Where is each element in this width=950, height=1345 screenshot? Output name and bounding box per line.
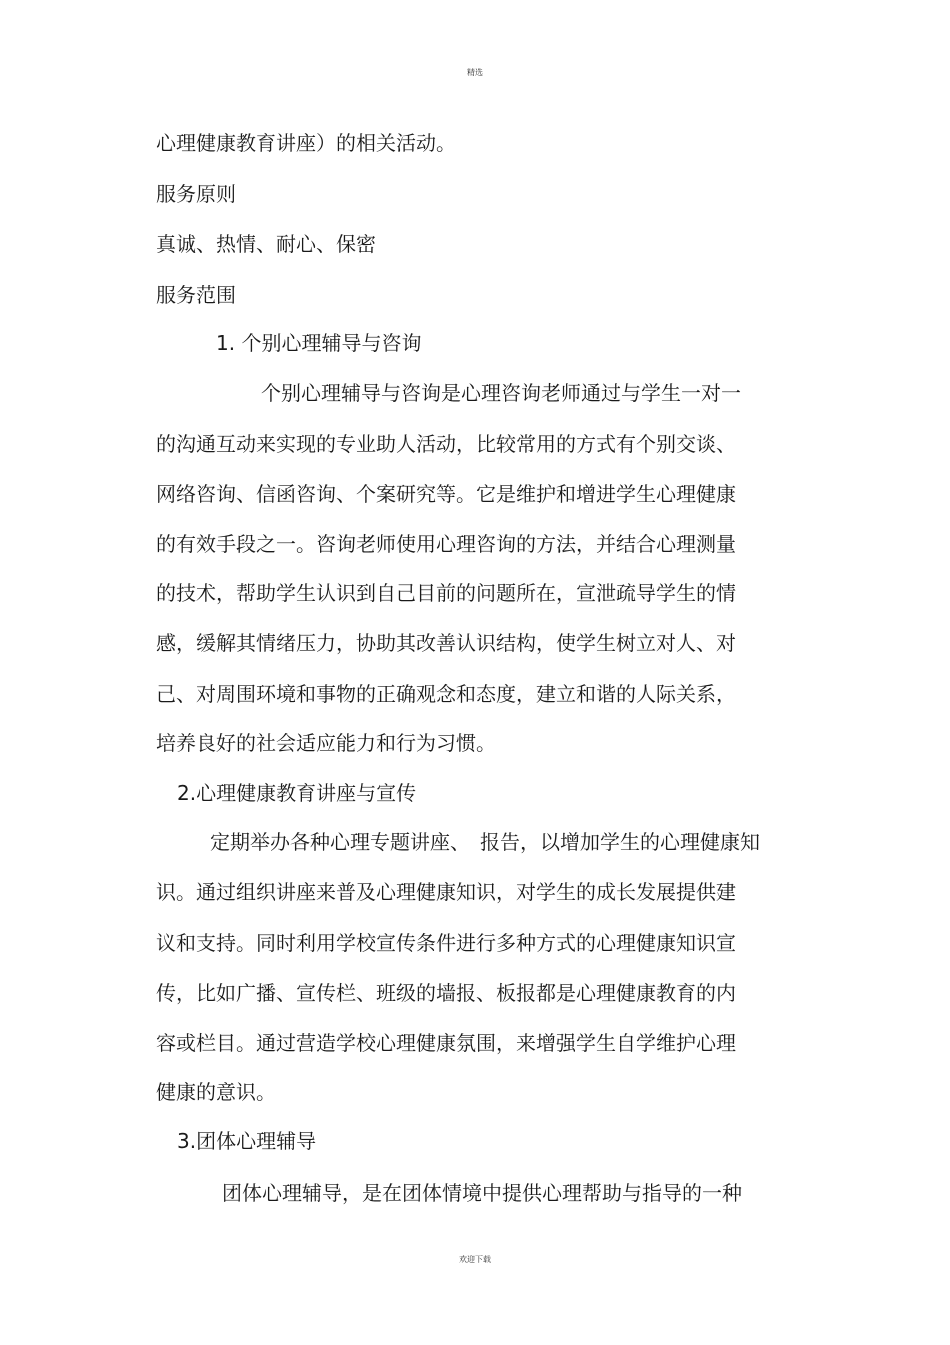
paragraph-line: 识。通过组织讲座来普及心理健康知识，对学生的成长发展提供建 [156,880,736,904]
paragraph-line: 议和支持。同时利用学校宣传条件进行多种方式的心理健康知识宣 [156,931,736,955]
paragraph-line: 的有效手段之一。咨询老师使用心理咨询的方法，并结合心理测量 [156,532,736,556]
paragraph-line: 定期举办各种心理专题讲座、 报告，以增加学生的心理健康知 [210,830,760,854]
text-line: 真诚、热情、耐心、保密 [156,232,376,256]
section-heading: 服务原则 [156,182,236,206]
paragraph-line: 容或栏目。通过营造学校心理健康氛围，来增强学生自学维护心理 [156,1031,736,1055]
paragraph-line: 感，缓解其情绪压力，协助其改善认识结构，使学生树立对人、对 [156,631,736,655]
paragraph-line: 个别心理辅导与咨询是心理咨询老师通过与学生一对一 [261,381,741,405]
paragraph-line: 传，比如广播、宣传栏、班级的墙报、板报都是心理健康教育的内 [156,981,736,1005]
paragraph-line: 的沟通互动来实现的专业助人活动，比较常用的方式有个别交谈、 [156,432,736,456]
paragraph-line: 网络咨询、信函咨询、个案研究等。它是维护和增进学生心理健康 [156,482,736,506]
paragraph-line: 培养良好的社会适应能力和行为习惯。 [156,731,496,755]
subsection-heading: 3.团体心理辅导 [177,1129,317,1153]
paragraph-line: 团体心理辅导，是在团体情境中提供心理帮助与指导的一种 [222,1181,742,1205]
subsection-heading: 2.心理健康教育讲座与宣传 [177,781,417,805]
paragraph-line: 己、对周围环境和事物的正确观念和态度，建立和谐的人际关系， [156,682,736,706]
text-line: 心理健康教育讲座）的相关活动。 [156,131,456,155]
page-footer: 欢迎下载 [459,1255,491,1264]
paragraph-line: 的技术，帮助学生认识到自己目前的问题所在，宣泄疏导学生的情 [156,581,736,605]
page-header: 精选 [467,68,483,77]
section-heading: 服务范围 [156,283,236,307]
subsection-heading: 1. 个别心理辅导与咨询 [216,331,422,355]
paragraph-line: 健康的意识。 [156,1080,276,1104]
